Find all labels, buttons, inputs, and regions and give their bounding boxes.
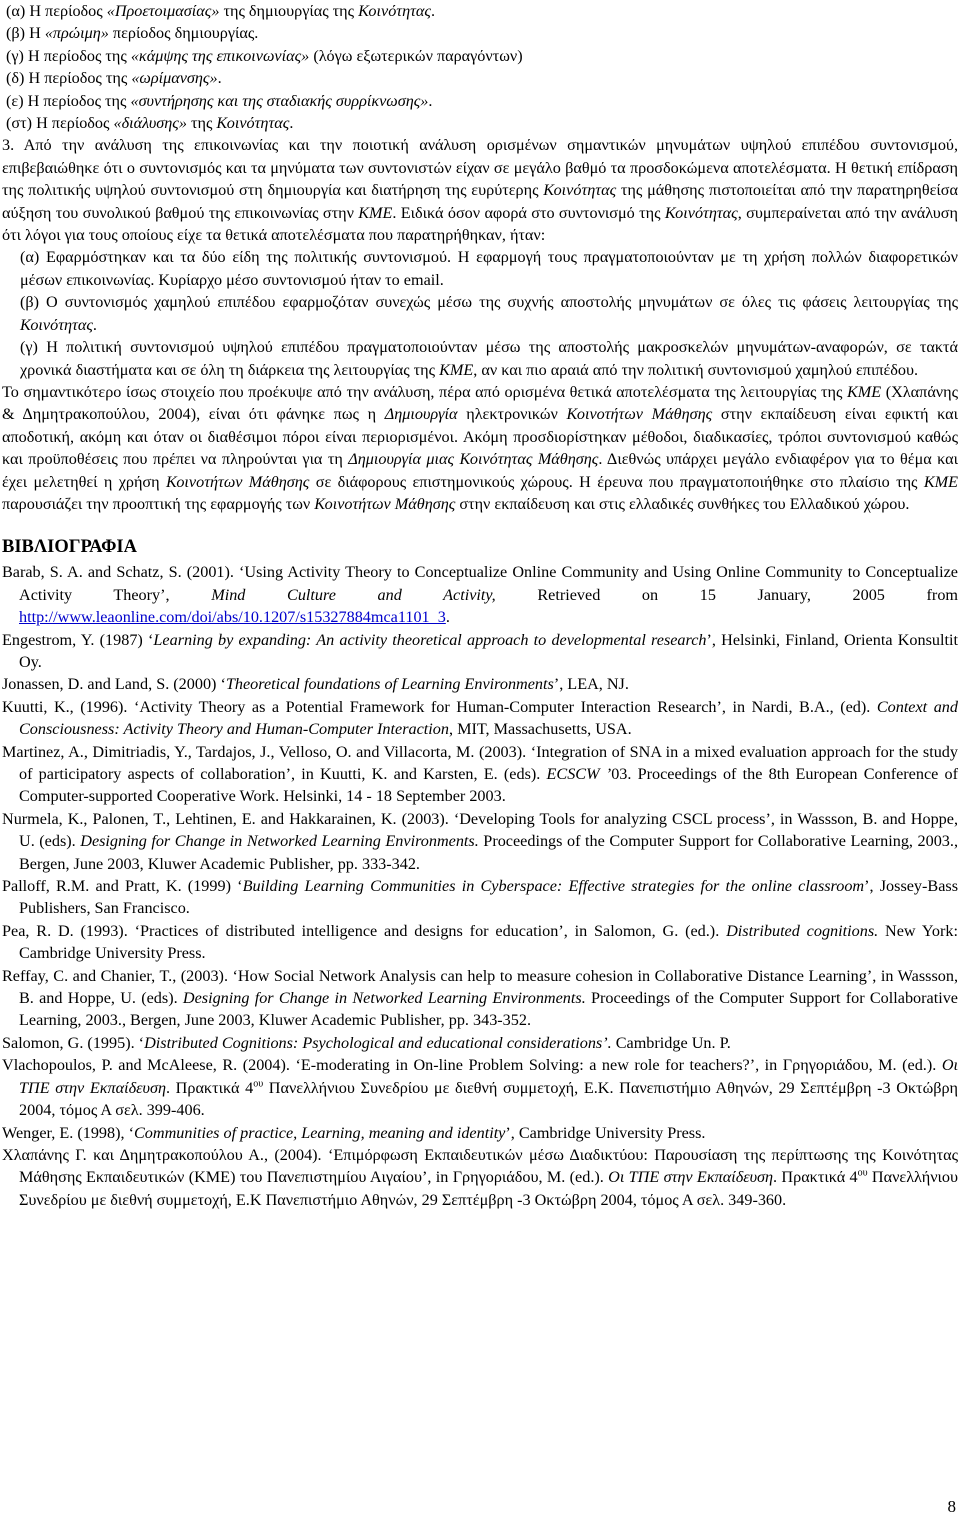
reference-item: Martinez, A., Dimitriadis, Y., Tardajos, J., Velloso, O. and Villacorta, M. (2003). ‘Integration of SNA in a mixed evaluation approach for the study of participatory aspects of collaboration’, in Kuutti, K. and Karsten, E. (eds). ECSCW ’03. Proceedings of the 8th European Conference of Computer-supported Cooperative Work. Helsinki, 14 - 18 September 2003. [2,742,959,806]
sub-point-a: (α) Εφαρμόστηκαν και τα δύο είδη της πολιτικής συντονισμού. Η εφαρμογή τους πραγματοποιούνταν με τη χρήση πολλών διαφορετικών μέσων επικοινωνίας. Κυρίαρχο μέσο συντονισμού ήταν το email. [20,248,958,289]
reference-list [2,561,958,1211]
list-item: (ε) Η περίοδος της «συντήρησης και της σταδιακής συρρίκνωσης». [6,91,433,110]
reference-item: Engestrom, Y. (1987) ‘Learning by expanding: An activity theoretical approach to developmental research’, Helsinki, Finland, Orienta Konsultit Oy. [2,630,958,671]
reference-item: Kuutti, K., (1996). ‘Activity Theory as a Potential Framework for Human-Computer Interaction Research’, in Nardi, B.A., (ed). Context and Consciousness: Activity Theory and Human-Computer Interaction, MIT, Massachusetts, USA. [2,697,958,739]
list-item: (γ) Η περίοδος της «κάμψης της επικοινωνίας» (λόγω εξωτερικών παραγόντων) [6,46,523,65]
reference-item: Reffay, C. and Chanier, T., (2003). ‘How Social Network Analysis can help to measure cohesion in Collaborative Distance Learning’, in Wassson, B. and Hoppe, U. (eds). Designing for Change in Networked Learning Environments. Proceedings of the Computer Support for Collaborative Learning, 2003., Bergen, June 2003, Kluwer Academic Publisher, pp. 343-352. [2,966,958,1030]
periods-list [2,0,958,134]
reference-item: Nurmela, K., Palonen, T., Lehtinen, E. and Hakkarainen, K. (2003). ‘Developing Tools for analyzing CSCL process’, in Wassson, B. and Hoppe, U. (eds). Designing for Change in Networked Learning Environments. Proceedings of the Computer Support for Collaborative Learning, 2003., Bergen, June 2003, Kluwer Academic Publisher, pp. 333-342. [2,809,958,873]
reference-item: Salomon, G. (1995). ‘Distributed Cognitions: Psychological and educational considerations’. Cambridge Un. P. [2,1033,731,1052]
document-page [2,0,958,1211]
sub-point-c: (γ) Η πολιτική συντονισμού υψηλού επιπέδου πραγματοποιούνταν μέσω της αποστολής μακροσκελών μηνυμάτων-αναφορών, σε τακτά χρονικά διαστήματα και σε όλη τη διάρκεια της λειτουργίας της ΚΜΕ, αν και πιο αραιά από την πολιτική συντονισμού χαμηλού επιπέδου. [20,338,958,379]
reference-item: Barab, S. A. and Schatz, S. (2001). ‘Using Activity Theory to Conceptualize Online Community and Using Online Community to Conceptualize Activity Theory’, Mind Culture and Activity, Retrieved on 15 January, 2005 from http://www.leaonline.com/doi/abs/10.1207/s15327884mca1101_3. [2,563,959,627]
reference-item: Jonassen, D. and Land, S. (2000) ‘Theoretical foundations of Learning Environments’, LEA, NJ. [2,675,629,694]
reference-item: Wenger, E. (1998), ‘Communities of practice, Learning, meaning and identity’, Cambridge University Press. [2,1123,706,1142]
reference-item: Palloff, R.M. and Pratt, K. (1999) ‘Building Learning Communities in Cyberspace: Effective strategies for the online classroom’, Jossey-Bass Publishers, San Francisco. [2,877,959,918]
reference-link[interactable]: http://www.leaonline.com/doi/abs/10.1207/s15327884mca1101_3 [19,608,446,627]
list-item: (στ) Η περίοδος «διάλυσης» της Κοινότητας. [6,114,294,133]
list-item: (δ) Η περίοδος της «ωρίμανσης». [6,69,222,88]
reference-item: Vlachopoulos, P. and McAleese, R. (2004). ‘E-moderating in On-line Problem Solving: a new role for teachers?’, in Γρηγοριάδου, Μ. (ed.). Οι ΤΠΕ στην Εκπαίδευση. Πρακτικά $4^{o\upsilon}$ Πανελλήνιου Συνεδρίου με διεθνή συμμετοχή, Ε.Κ. Πανεπιστήμιο Αθηνών, 29 Σεπτέμβρη -3 Οκτώβρη 2004, τόμος Α σελ. 399-406. [2,1056,958,1120]
bibliography-heading: ΒΙΒΛΙΟΓΡΑΦΙΑ [2,537,137,558]
paragraph-point-3: 3. Από την ανάλυση της επικοινωνίας και την ποιοτική ανάλυση ορισμένων σημαντικών μηνυμάτων υψηλού επιπέδου συντονισμού, επιβεβαιώθηκε ότι ο συντονισμός και τα μηνύματα των συντονιστών είχαν σε μεγάλο βαθμό τα προσδοκώμενα αποτελέσματα. Η θετική επίδραση της πολιτικής υψηλού συντονισμού στη δημιουργία και διατήρηση της ευρύτερης Κοινότητας της μάθησης πιστοποιείται από την παρατηρηθείσα αύξηση του συνολικού βαθμού της επικοινωνίας στην ΚΜΕ. Ειδικά όσον αφορά στο συντονισμό της Κοινότητας, συμπεραίνεται από την ανάλυση ότι λόγοι για τους οποίους είχε τα θετικά αποτελέσματα που παρατηρήθηκαν, ήταν: [2,136,959,245]
list-item: (β) Η «πρώιμη» περίοδος δημιουργίας. [6,24,259,43]
reference-item: Χλαπάνης Γ. και Δημητρακοπούλου Α., (2004). ‘Επιμόρφωση Εκπαιδευτικών μέσω Διαδικτύου: Παρουσίαση της περίπτωσης της Κοινότητας Μάθησης Εκπαιδευτικών (ΚΜΕ) του Πανεπιστημίου Αιγαίου’, in Γρηγοριάδου, Μ. (ed.). Οι ΤΠΕ στην Εκπαίδευση. Πρακτικά $4^{o\upsilon}$ Πανελλήνιου Συνεδρίου με διεθνή συμμετοχή, Ε.Κ Πανεπιστήμιο Αθηνών, 29 Σεπτέμβρη -3 Οκτώβρη 2004, τόμος Α σελ. 349-360. [2,1145,959,1209]
sub-point-b: (β) Ο συντονισμός χαμηλού επιπέδου εφαρμοζόταν συνεχώς μέσω της συχνής αποστολής μηνυμάτων σε όλες τις φάσεις λειτουργίας της Κοινότητας. [20,293,958,334]
page-number: 8 [947,1497,956,1516]
conclusion-paragraph: Το σημαντικότερο ίσως στοιχείο που προέκυψε από την ανάλυση, πέρα από ορισμένα θετικά αποτελέσματα της λειτουργίας της ΚΜΕ (Χλαπάνης & Δημητρακοπούλου, 2004), είναι ότι φάνηκε πως η Δημιουργία ηλεκτρονικών Κοινοτήτων Μάθησης στην εκπαίδευση είναι εφικτή και αποδοτική, ακόμη και όταν οι διαθέσιμοι πόροι είναι περιορισμένοι. Ακόμη προσδιορίστηκαν μέθοδοι, διαδικασίες, τρόποι συντονισμού καθώς και προϋποθέσεις που πρέπει να πληρούνται για τη Δημιουργία μιας Κοινότητας Μάθησης. Διεθνώς υπάρχει μεγάλο ενδιαφέρον για το θέμα και έχει μελετηθεί η χρήση Κοινοτήτων Μάθησης σε διάφορους επιστημονικούς χώρους. Η έρευνα που πραγματοποιήθηκε στο πλαίσιο της ΚΜΕ παρουσιάζει την προοπτική της εφαρμογής των Κοινοτήτων Μάθησης στην εκπαίδευση και στις ελλαδικές συνθήκες του Ελλαδικού χώρου. [2,382,958,513]
list-item: (α) Η περίοδος «Προετοιμασίας» της δημιουργίας της Κοινότητας. [6,2,436,20]
reference-item: Pea, R. D. (1993). ‘Practices of distributed intelligence and designs for education’, in Salomon, G. (ed.). Distributed cognitions. New York: Cambridge University Press. [2,921,958,963]
